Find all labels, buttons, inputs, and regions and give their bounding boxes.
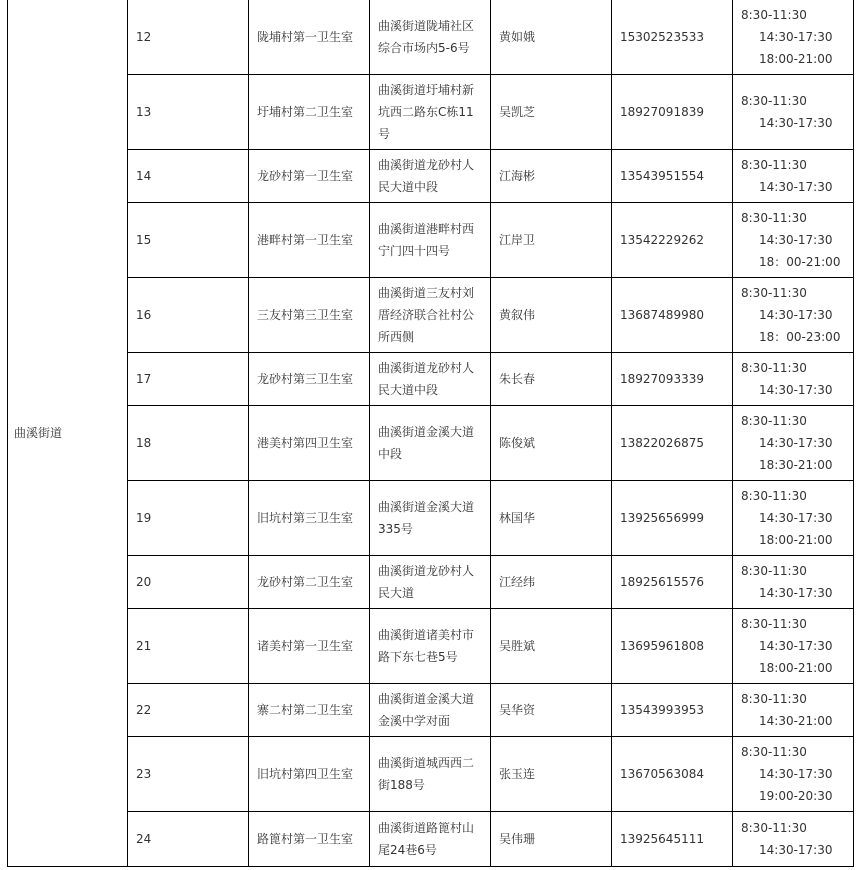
- hours-line: 8:30-11:30: [741, 286, 807, 300]
- hours-line: 18:00-21:00: [759, 533, 833, 547]
- address-cell: [370, 556, 491, 609]
- table-row: [8, 0, 854, 75]
- doctor-name: 黄如娥: [491, 0, 612, 75]
- clinic-name: 港美村第四卫生室: [249, 406, 370, 481]
- hours-line: 14:30-17:30: [759, 843, 833, 857]
- clinic-table: [7, 0, 854, 867]
- hours-line: 8:30-11:30: [741, 489, 807, 503]
- table-row: [8, 150, 854, 203]
- address-cell: [370, 203, 491, 278]
- address-text: 曲溪街道金溪大道金溪中学对面: [378, 692, 475, 728]
- hours-line: 8:30-11:30: [741, 821, 807, 835]
- doctor-name: 林国华: [491, 481, 612, 556]
- row-number: 18: [128, 406, 249, 481]
- address-cell: [370, 737, 491, 812]
- doctor-name: 黄叙伟: [491, 278, 612, 353]
- phone-number: 18927091839: [612, 75, 733, 150]
- phone-number: 18927093339: [612, 353, 733, 406]
- hours-line: 14:30-17:30: [759, 233, 833, 247]
- row-number: 22: [128, 684, 249, 737]
- hours-line: 18:00-21:00: [759, 661, 833, 675]
- address-text: 曲溪街道金溪大道335号: [378, 500, 475, 536]
- hours-line: 14:30-17:30: [759, 767, 833, 781]
- address-cell: [370, 684, 491, 737]
- row-number: 13: [128, 75, 249, 150]
- hours-cell: [733, 481, 854, 556]
- hours-cell: [733, 203, 854, 278]
- table-row: [8, 609, 854, 684]
- hours-line: 18：00-23:00: [759, 330, 841, 344]
- address-text: 曲溪街道金溪大道中段: [378, 425, 475, 461]
- table-row: [8, 481, 854, 556]
- clinic-name: 陇埔村第一卫生室: [249, 0, 370, 75]
- hours-line: 14:30-21:00: [759, 714, 833, 728]
- phone-number: 13670563084: [612, 737, 733, 812]
- phone-number: 13543993953: [612, 684, 733, 737]
- hours-cell: [733, 406, 854, 481]
- address-cell: [370, 481, 491, 556]
- hours-line: 14:30-17:30: [759, 180, 833, 194]
- phone-number: 13542229262: [612, 203, 733, 278]
- clinic-name: 旧坑村第四卫生室: [249, 737, 370, 812]
- table-row: [8, 556, 854, 609]
- address-cell: [370, 609, 491, 684]
- hours-line: 8:30-11:30: [741, 414, 807, 428]
- hours-line: 14:30-17:30: [759, 383, 833, 397]
- table-row: [8, 406, 854, 481]
- hours-line: 8:30-11:30: [741, 564, 807, 578]
- hours-line: 8:30-11:30: [741, 692, 807, 706]
- doctor-name: 吴华资: [491, 684, 612, 737]
- address-cell: [370, 0, 491, 75]
- clinic-name: 三友村第三卫生室: [249, 278, 370, 353]
- row-number: 24: [128, 812, 249, 867]
- phone-number: 15302523533: [612, 0, 733, 75]
- address-cell: [370, 406, 491, 481]
- clinic-name: 龙砂村第三卫生室: [249, 353, 370, 406]
- hours-line: 8:30-11:30: [741, 361, 807, 375]
- clinic-name: 诸美村第一卫生室: [249, 609, 370, 684]
- clinic-name: 寨二村第二卫生室: [249, 684, 370, 737]
- hours-line: 8:30-11:30: [741, 158, 807, 172]
- hours-cell: [733, 737, 854, 812]
- clinic-name: 旧坑村第三卫生室: [249, 481, 370, 556]
- hours-cell: [733, 150, 854, 203]
- hours-line: 18：00-21:00: [759, 255, 841, 269]
- clinic-name: 圩埔村第二卫生室: [249, 75, 370, 150]
- table-row: [8, 353, 854, 406]
- hours-line: 14:30-17:30: [759, 436, 833, 450]
- row-number: 19: [128, 481, 249, 556]
- clinic-name: 龙砂村第一卫生室: [249, 150, 370, 203]
- hours-line: 8:30-11:30: [741, 211, 807, 225]
- hours-line: 19:00-20:30: [759, 789, 833, 803]
- hours-cell: [733, 0, 854, 75]
- row-number: 16: [128, 278, 249, 353]
- address-cell: [370, 278, 491, 353]
- table-row: [8, 278, 854, 353]
- doctor-name: 江海彬: [491, 150, 612, 203]
- hours-cell: [733, 278, 854, 353]
- phone-number: 18925615576: [612, 556, 733, 609]
- district-cell: 曲溪街道: [8, 0, 128, 867]
- hours-cell: [733, 556, 854, 609]
- doctor-name: 陈俊斌: [491, 406, 612, 481]
- row-number: 20: [128, 556, 249, 609]
- phone-number: 13687489980: [612, 278, 733, 353]
- phone-number: 13925645111: [612, 812, 733, 867]
- address-text: 曲溪街道城西西二街188号: [378, 756, 475, 792]
- address-text: 曲溪街道路篦村山尾24巷6号: [378, 821, 475, 857]
- hours-line: 8:30-11:30: [741, 745, 807, 759]
- clinic-name: 路篦村第一卫生室: [249, 812, 370, 867]
- hours-cell: [733, 75, 854, 150]
- address-cell: [370, 812, 491, 867]
- doctor-name: 张玉连: [491, 737, 612, 812]
- table-row: [8, 203, 854, 278]
- row-number: 14: [128, 150, 249, 203]
- hours-line: 8:30-11:30: [741, 8, 807, 22]
- address-text: 曲溪街道龙砂村人民大道: [378, 564, 475, 600]
- clinic-name: 港畔村第一卫生室: [249, 203, 370, 278]
- address-text: 曲溪街道龙砂村人民大道中段: [378, 361, 475, 397]
- row-number: 15: [128, 203, 249, 278]
- doctor-name: 江岸卫: [491, 203, 612, 278]
- clinic-name: 龙砂村第二卫生室: [249, 556, 370, 609]
- phone-number: 13925656999: [612, 481, 733, 556]
- hours-line: 18:30-21:00: [759, 458, 833, 472]
- row-number: 23: [128, 737, 249, 812]
- table-row: [8, 812, 854, 867]
- doctor-name: 朱长春: [491, 353, 612, 406]
- address-text: 曲溪街道诸美村市路下东七巷5号: [378, 628, 475, 664]
- table-row: [8, 684, 854, 737]
- hours-cell: [733, 684, 854, 737]
- doctor-name: 江经纬: [491, 556, 612, 609]
- address-text: 曲溪街道陇埔社区综合市场内5-6号: [378, 19, 475, 55]
- row-number: 17: [128, 353, 249, 406]
- phone-number: 13695961808: [612, 609, 733, 684]
- table-row: [8, 75, 854, 150]
- hours-cell: [733, 812, 854, 867]
- hours-line: 8:30-11:30: [741, 617, 807, 631]
- row-number: 21: [128, 609, 249, 684]
- hours-line: 14:30-17:30: [759, 308, 833, 322]
- hours-line: 14:30-17:30: [759, 511, 833, 525]
- phone-number: 13822026875: [612, 406, 733, 481]
- address-text: 曲溪街道圩埔村新坑西二路东C栋11号: [378, 83, 475, 141]
- doctor-name: 吴凯芝: [491, 75, 612, 150]
- table-row: [8, 737, 854, 812]
- doctor-name: 吴胜斌: [491, 609, 612, 684]
- address-cell: [370, 75, 491, 150]
- hours-line: 14:30-17:30: [759, 116, 833, 130]
- row-number: 12: [128, 0, 249, 75]
- phone-number: 13543951554: [612, 150, 733, 203]
- address-text: 曲溪街道龙砂村人民大道中段: [378, 158, 475, 194]
- hours-cell: [733, 353, 854, 406]
- doctor-name: 吴伟珊: [491, 812, 612, 867]
- address-text: 曲溪街道三友村刘厝经济联合社村公所西侧: [378, 286, 475, 344]
- hours-line: 18:00-21:00: [759, 52, 833, 66]
- hours-line: 8:30-11:30: [741, 94, 807, 108]
- address-cell: [370, 353, 491, 406]
- address-cell: [370, 150, 491, 203]
- hours-line: 14:30-17:30: [759, 586, 833, 600]
- address-text: 曲溪街道港畔村西宁门四十四号: [378, 222, 475, 258]
- hours-line: 14:30-17:30: [759, 30, 833, 44]
- hours-line: 14:30-17:30: [759, 639, 833, 653]
- hours-cell: [733, 609, 854, 684]
